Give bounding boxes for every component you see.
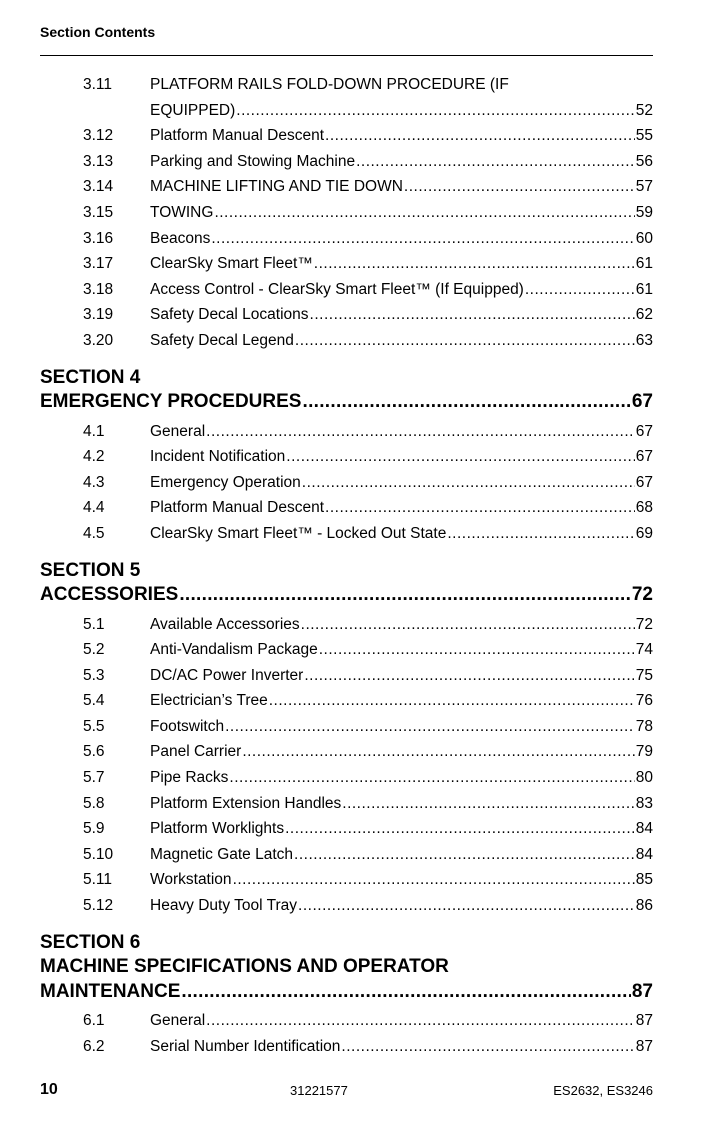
section-title-continued: MAINTENANCE: [40, 980, 181, 1002]
dot-leader: [314, 251, 635, 277]
dot-leader: [295, 328, 635, 354]
toc-entry-number: 3.12: [83, 127, 114, 145]
toc-entry-page: 61: [635, 280, 653, 298]
section-4-heading[interactable]: [40, 366, 653, 415]
dot-leader: [214, 200, 634, 226]
footer-document-number: 31221577: [290, 1083, 348, 1098]
dot-leader: [341, 1034, 634, 1060]
toc-entry-number: 6.1: [83, 1012, 105, 1030]
toc-entry-5-6[interactable]: [40, 739, 653, 765]
toc-entry-page: 84: [635, 845, 653, 863]
toc-entry-number: 3.14: [83, 178, 114, 196]
header-rule: [40, 55, 653, 56]
toc-entry-title: Access Control - ClearSky Smart Fleet™ (If Equipped): [150, 280, 524, 298]
toc-entry-3-18[interactable]: [40, 277, 653, 303]
dot-leader: [302, 390, 630, 415]
toc-entry-title: Available Accessories: [150, 615, 300, 633]
page-header: Section Contents: [40, 24, 156, 40]
dot-leader: [325, 495, 635, 521]
toc-entry-page: 80: [635, 769, 653, 787]
toc-entry-page: 61: [635, 255, 653, 273]
footer-page-number: 10: [40, 1081, 58, 1098]
dot-leader: [206, 1008, 635, 1034]
dot-leader: [298, 893, 635, 919]
toc-entry-page: 67: [635, 448, 653, 466]
dot-leader: [181, 980, 630, 1005]
toc-entry-5-3[interactable]: [40, 663, 653, 689]
section-label: SECTION 4: [40, 366, 141, 388]
toc-entry-3-16[interactable]: [40, 226, 653, 252]
dot-leader: [525, 277, 635, 303]
toc-entry-number: 5.10: [83, 845, 114, 863]
toc-entry-title: Incident Notification: [150, 448, 286, 466]
dot-leader: [225, 714, 635, 740]
toc-entry-3-17[interactable]: [40, 251, 653, 277]
toc-entry-number: 4.5: [83, 524, 105, 542]
dot-leader: [236, 98, 634, 124]
toc-entry-title: ClearSky Smart Fleet™ - Locked Out State: [150, 524, 447, 542]
toc-entry-number: 3.11: [83, 76, 113, 93]
toc-entry-3-11[interactable]: [40, 72, 653, 123]
toc-entry-page: 57: [635, 178, 653, 196]
toc-entry-number: 3.13: [83, 152, 114, 170]
toc-entry-page: 59: [635, 203, 653, 221]
toc-entry-number: 4.4: [83, 499, 105, 517]
toc-entry-title: Emergency Operation: [150, 473, 301, 491]
toc-entry-number: 5.1: [83, 615, 105, 633]
toc-entry-page: 63: [635, 331, 653, 349]
toc-entry-number: 5.12: [83, 897, 114, 915]
dot-leader: [206, 419, 635, 445]
section-5-heading[interactable]: [40, 559, 653, 608]
toc-entry-title: Safety Decal Legend: [150, 331, 294, 349]
toc-entry-title: TOWING: [150, 203, 214, 221]
toc-entry-number: 5.4: [83, 692, 105, 710]
toc-entry-5-12[interactable]: [40, 893, 653, 919]
toc-entry-5-1[interactable]: [40, 612, 653, 638]
toc-entry-4-3[interactable]: [40, 470, 653, 496]
toc-entry-page: 69: [635, 524, 653, 542]
toc-entry-number: 3.18: [83, 280, 114, 298]
toc-entry-page: 60: [635, 229, 653, 247]
toc-entry-page: 72: [635, 615, 653, 633]
dot-leader: [229, 765, 634, 791]
section-page: 87: [631, 980, 653, 1002]
dot-leader: [211, 226, 634, 252]
toc-entry-title: Platform Worklights: [150, 820, 285, 838]
section-label: SECTION 6: [40, 931, 141, 953]
toc-entry-page: 85: [635, 871, 653, 889]
toc-entry-title: MACHINE LIFTING AND TIE DOWN: [150, 178, 403, 196]
section-page: 67: [631, 391, 653, 413]
section-title: ACCESSORIES: [40, 584, 179, 605]
toc-entry-3-15[interactable]: [40, 200, 653, 226]
toc-entry-page: 79: [635, 743, 653, 761]
toc-entry-page: 67: [635, 422, 653, 440]
toc-entry-title: Platform Extension Handles: [150, 794, 342, 812]
page-footer: [40, 1081, 653, 1101]
toc-entry-title: Heavy Duty Tool Tray: [150, 897, 298, 915]
toc-entry-5-5[interactable]: [40, 714, 653, 740]
footer-models: ES2632, ES3246: [553, 1083, 653, 1098]
toc-entry-title: Parking and Stowing Machine: [150, 152, 356, 170]
toc-entry-5-2[interactable]: [40, 637, 653, 663]
table-of-contents: [40, 72, 653, 1059]
toc-entry-number: 5.3: [83, 666, 105, 684]
toc-entry-4-1[interactable]: [40, 419, 653, 445]
toc-entry-title: ClearSky Smart Fleet™: [150, 255, 313, 273]
toc-entry-4-5[interactable]: [40, 521, 653, 547]
toc-entry-3-13[interactable]: [40, 149, 653, 175]
toc-entry-page: 67: [635, 473, 653, 491]
section-title: EMERGENCY PROCEDURES: [40, 391, 302, 413]
toc-entry-page: 87: [635, 1037, 653, 1055]
toc-entry-3-14[interactable]: [40, 174, 653, 200]
dot-leader: [319, 637, 635, 663]
toc-entry-page: 83: [635, 794, 653, 812]
toc-entry-page: 78: [635, 717, 653, 735]
toc-entry-page: 56: [635, 152, 653, 170]
dot-leader: [356, 149, 635, 175]
toc-entry-3-12[interactable]: [40, 123, 653, 149]
toc-entry-page: 87: [635, 1012, 653, 1030]
toc-entry-title-continued: EQUIPPED): [150, 101, 236, 119]
toc-entry-number: 4.1: [83, 422, 105, 440]
toc-entry-title: Serial Number Identification: [150, 1037, 341, 1055]
toc-entry-3-20[interactable]: [40, 328, 653, 354]
dot-leader: [404, 174, 635, 200]
toc-entry-page: 75: [635, 666, 653, 684]
toc-group-section-6: [40, 1008, 653, 1059]
toc-entry-title: Electrician’s Tree: [150, 692, 268, 710]
toc-entry-number: 4.2: [83, 448, 105, 466]
dot-leader: [302, 470, 635, 496]
section-label: SECTION 5: [40, 559, 141, 581]
toc-group-section-5: [40, 612, 653, 919]
toc-entry-number: 3.16: [83, 229, 114, 247]
toc-entry-page: 76: [635, 692, 653, 710]
toc-entry-page: 62: [635, 306, 653, 324]
toc-entry-number: 5.6: [83, 743, 105, 761]
toc-entry-page: 52: [635, 101, 653, 119]
toc-entry-title: DC/AC Power Inverter: [150, 666, 304, 684]
toc-entry-page: 74: [635, 641, 653, 659]
dot-leader: [310, 302, 635, 328]
toc-entry-page: 68: [635, 499, 653, 517]
toc-entry-title: Platform Manual Descent: [150, 127, 325, 145]
section-6-heading[interactable]: [40, 931, 653, 1005]
toc-entry-number: 3.15: [83, 203, 114, 221]
toc-entry-6-1[interactable]: [40, 1008, 653, 1034]
toc-entry-5-4[interactable]: [40, 688, 653, 714]
toc-entry-title: General: [150, 422, 206, 440]
toc-entry-5-10[interactable]: [40, 842, 653, 868]
toc-entry-title: Safety Decal Locations: [150, 306, 309, 324]
toc-entry-page: 86: [635, 897, 653, 915]
toc-entry-6-2[interactable]: [40, 1034, 653, 1060]
toc-entry-title: Beacons: [150, 229, 211, 247]
toc-entry-title: General: [150, 1012, 206, 1030]
dot-leader: [342, 791, 634, 817]
toc-entry-title: Workstation: [150, 871, 232, 889]
toc-group-section-4: [40, 419, 653, 547]
toc-entry-3-19[interactable]: [40, 302, 653, 328]
toc-entry-5-8[interactable]: [40, 791, 653, 817]
dot-leader: [233, 867, 635, 893]
dot-leader: [325, 123, 635, 149]
toc-entry-number: 5.5: [83, 717, 105, 735]
dot-leader: [301, 612, 635, 638]
toc-entry-title: Pipe Racks: [150, 769, 229, 787]
section-page: 72: [631, 584, 653, 605]
toc-entry-number: 3.19: [83, 306, 114, 324]
toc-entry-number: 5.8: [83, 794, 105, 812]
toc-entry-number: 5.2: [83, 641, 105, 659]
toc-entry-number: 5.9: [83, 820, 105, 838]
dot-leader: [269, 688, 635, 714]
toc-entry-number: 4.3: [83, 473, 105, 491]
toc-entry-number: 5.7: [83, 769, 105, 787]
dot-leader: [179, 583, 631, 608]
toc-entry-5-7[interactable]: [40, 765, 653, 791]
toc-entry-4-2[interactable]: [40, 444, 653, 470]
toc-entry-title: Panel Carrier: [150, 743, 242, 761]
dot-leader: [286, 444, 634, 470]
toc-entry-number: 3.20: [83, 331, 114, 349]
toc-entry-title: Magnetic Gate Latch: [150, 845, 294, 863]
dot-leader: [294, 842, 635, 868]
dot-leader: [242, 739, 634, 765]
toc-entry-title: Anti-Vandalism Package: [150, 641, 318, 659]
toc-entry-number: 5.11: [83, 871, 113, 889]
dot-leader: [285, 816, 635, 842]
toc-entry-title: Footswitch: [150, 717, 225, 735]
toc-entry-4-4[interactable]: [40, 495, 653, 521]
toc-entry-5-9[interactable]: [40, 816, 653, 842]
toc-entry-title: Platform Manual Descent: [150, 499, 325, 517]
toc-entry-5-11[interactable]: [40, 867, 653, 893]
dot-leader: [304, 663, 634, 689]
toc-entry-page: 84: [635, 820, 653, 838]
toc-entry-number: 3.17: [83, 255, 114, 273]
dot-leader: [447, 521, 634, 547]
toc-entry-page: 55: [635, 127, 653, 145]
toc-entry-title: PLATFORM RAILS FOLD-DOWN PROCEDURE (IF: [150, 76, 509, 93]
toc-group-section-3: [40, 72, 653, 354]
section-title: MACHINE SPECIFICATIONS AND OPERATOR: [40, 956, 449, 978]
toc-entry-number: 6.2: [83, 1037, 105, 1055]
